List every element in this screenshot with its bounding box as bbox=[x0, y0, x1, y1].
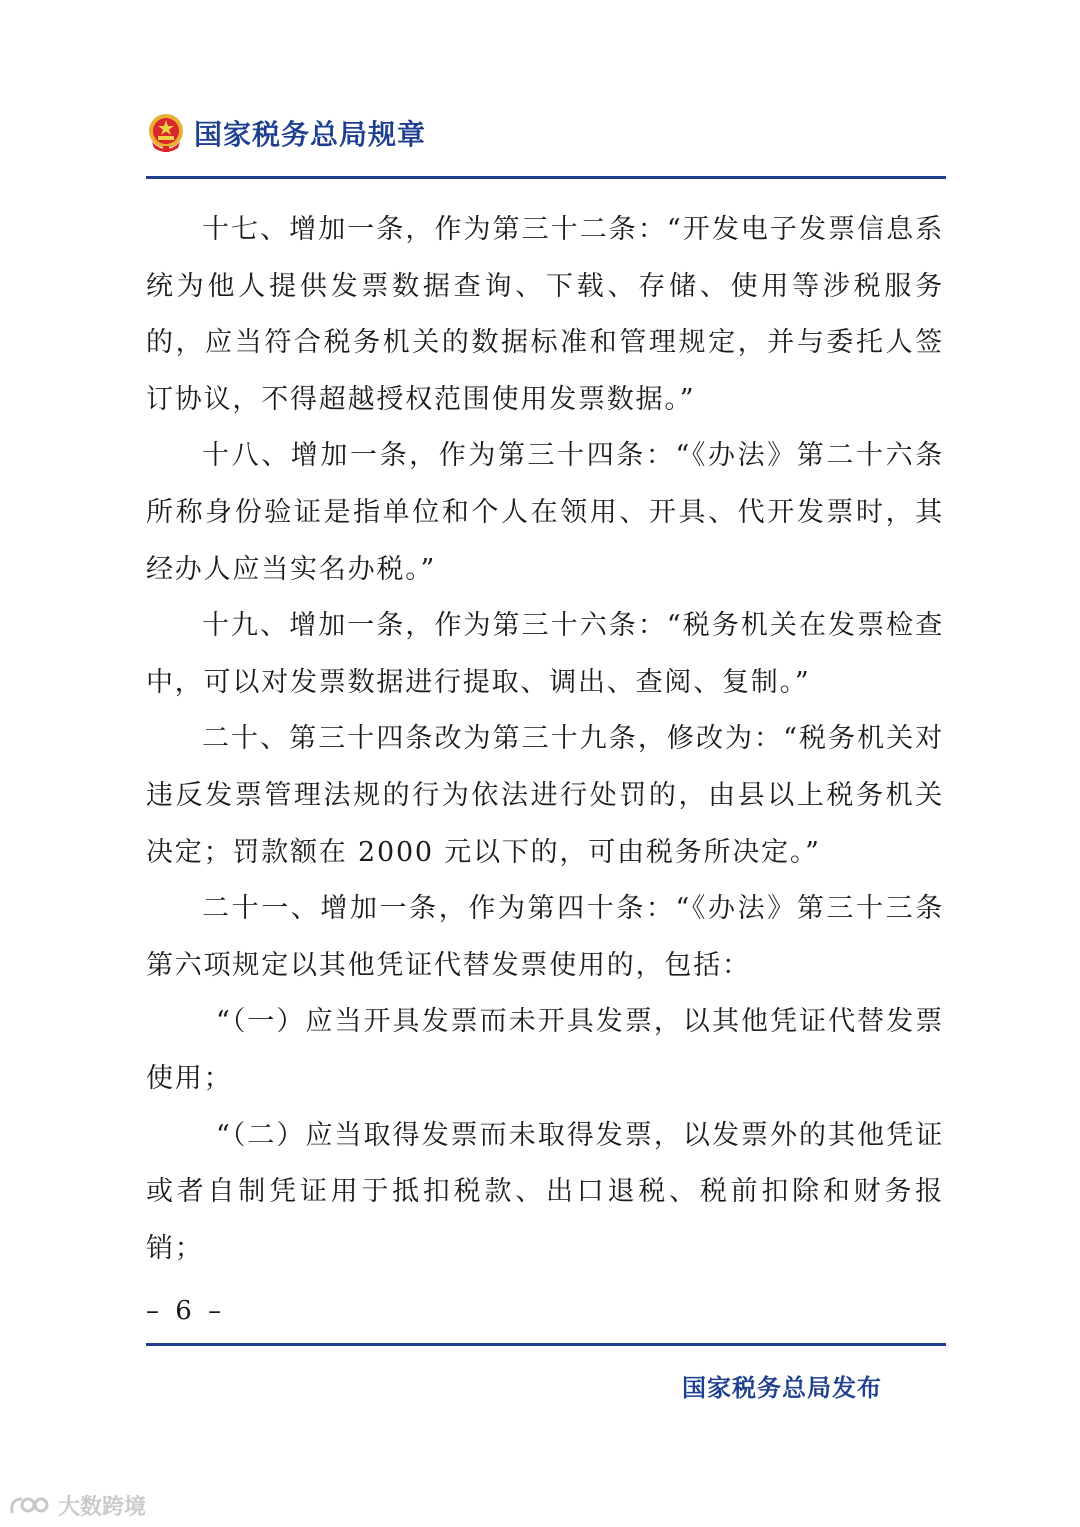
paragraph-18: 十八、增加一条，作为第三十四条：“《办法》第二十六条所称身份验证是指单位和个人在领用、开具、代开发票时，其经办人应当实名办税。” bbox=[146, 440, 944, 585]
paragraph-item-2: “（二）应当取得发票而未取得发票，以发票外的其他凭证或者自制凭证用于抵扣税款、出口退税、税前扣除和财务报销； bbox=[146, 1119, 944, 1264]
watermark-logo-icon bbox=[8, 1493, 52, 1519]
footer-publisher: 国家税务总局发布 bbox=[682, 1374, 882, 1402]
header-divider bbox=[146, 176, 946, 179]
national-emblem-icon bbox=[146, 112, 186, 154]
paragraph-17: 十七、增加一条，作为第三十二条：“开发电子发票信息系统为他人提供发票数据查询、下载、存储、使用等涉税服务的，应当符合税务机关的数据标准和管理规定，并与委托人签订协议，不得超越授权范围使用发票数据。” bbox=[146, 214, 944, 415]
page-number: – 6 – bbox=[146, 1296, 226, 1326]
paragraph-19: 十九、增加一条，作为第三十六条：“税务机关在发票检查中，可以对发票数据进行提取、调出、查阅、复制。” bbox=[146, 610, 944, 698]
watermark bbox=[8, 1490, 146, 1521]
paragraph-20: 二十、第三十四条改为第三十九条，修改为：“税务机关对违反发票管理法规的行为依法进行处罚的，由县以上税务机关决定；罚款额在 2000 元以下的，可由税务所决定。” bbox=[146, 723, 944, 868]
paragraph-item-1: “（一）应当开具发票而未开具发票，以其他凭证代替发票使用； bbox=[146, 1006, 944, 1094]
footer-divider bbox=[146, 1343, 946, 1346]
header-title: 国家税务总局规章 bbox=[194, 118, 427, 151]
paragraph-21: 二十一、增加一条，作为第四十条：“《办法》第三十三条第六项规定以其他凭证代替发票使用的，包括： bbox=[146, 893, 944, 981]
watermark-text: 大数跨境 bbox=[58, 1495, 147, 1520]
document-header bbox=[146, 112, 426, 154]
document-body bbox=[146, 202, 944, 1277]
